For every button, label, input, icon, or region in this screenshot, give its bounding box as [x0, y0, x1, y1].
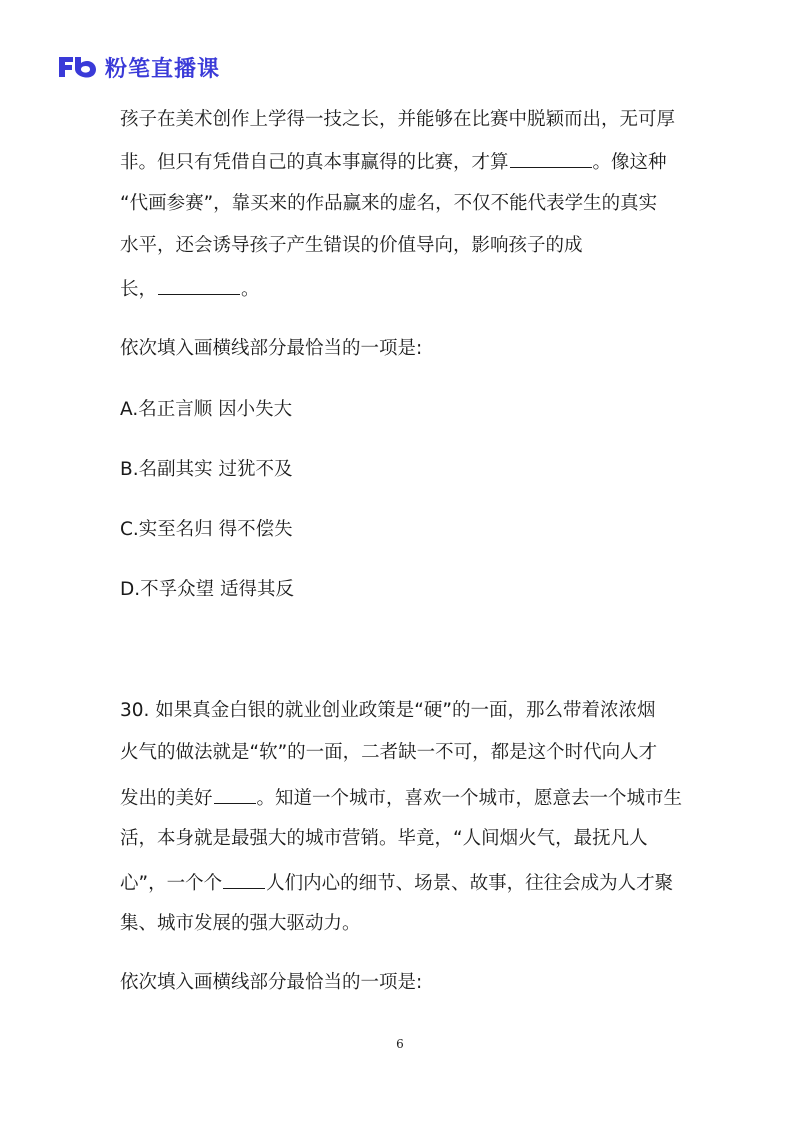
q29-option-b: B.名副其实 过犹不及 [120, 459, 293, 480]
q30-line-1: 30. 如果真金白银的就业创业政策是“硬”的一面，那么带着浓浓烟 [120, 700, 656, 721]
q30-line-5 [120, 870, 673, 896]
q29-line-5-text-b: 。 [241, 279, 260, 300]
q30-blank-1 [214, 785, 256, 804]
q29-line-2-text-b: 。像这种 [592, 152, 667, 173]
page-number: 6 [396, 1037, 404, 1051]
q30-line-6: 集、城市发展的强大驱动力。 [120, 913, 361, 934]
q30-line-4: 活，本身就是最强大的城市营销。毕竟，“人间烟火气，最抚凡人 [120, 828, 648, 849]
q30-line-3 [120, 785, 682, 811]
q29-blank-1 [510, 149, 592, 168]
fenbi-logo-icon [57, 53, 99, 81]
q29-option-c: C.实至名归 得不偿失 [120, 519, 293, 540]
q29-line-5 [120, 276, 260, 302]
q29-line-4: 水平，还会诱导孩子产生错误的价值导向，影响孩子的成 [120, 235, 583, 256]
q29-option-d: D.不孚众望 适得其反 [120, 579, 295, 600]
q29-prompt: 依次填入画横线部分最恰当的一项是: [120, 338, 423, 359]
q29-line-2-text-a: 非。但只有凭借自己的真本事赢得的比赛，才算 [120, 152, 509, 173]
q29-blank-2 [158, 276, 240, 295]
brand-name: 粉笔直播课 [105, 56, 221, 82]
q29-line-3: “代画参赛”，靠买来的作品赢来的虚名，不仅不能代表学生的真实 [120, 193, 658, 214]
q29-line-1: 孩子在美术创作上学得一技之长，并能够在比赛中脱颖而出，无可厚 [120, 109, 676, 130]
q30-line-5-text-a: 心”，一个个 [120, 873, 223, 894]
q29-line-5-text-a: 长， [120, 279, 158, 300]
header-logo [57, 52, 220, 82]
q30-blank-2 [223, 870, 265, 889]
q29-line-2 [120, 149, 667, 175]
q29-option-a: A.名正言顺 因小失大 [120, 399, 293, 420]
q30-prompt: 依次填入画横线部分最恰当的一项是: [120, 972, 423, 993]
q30-line-5-text-b: 人们内心的细节、场景、故事，往往会成为人才聚 [266, 873, 674, 894]
q30-line-2: 火气的做法就是“软”的一面，二者缺一不可，都是这个时代向人才 [120, 742, 658, 763]
q30-line-3-text-a: 发出的美好 [120, 788, 213, 809]
q30-line-3-text-b: 。知道一个城市，喜欢一个城市，愿意去一个城市生 [256, 788, 683, 809]
